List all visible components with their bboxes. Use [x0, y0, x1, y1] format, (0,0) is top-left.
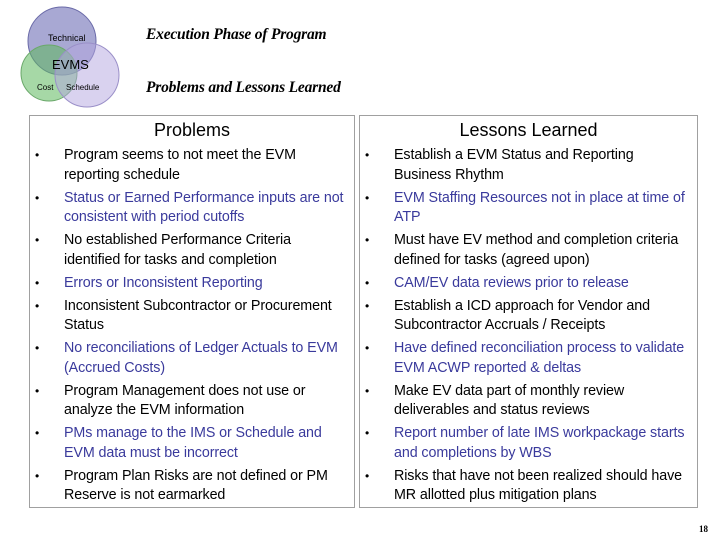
- bullet-icon: •: [365, 298, 370, 313]
- lesson-item-text: Risks that have not been realized should have MR allotted plus mitigation plans: [394, 467, 682, 503]
- lesson-item-text: Establish a ICD approach for Vendor and Subcontractor Accruals / Receipts: [394, 297, 650, 333]
- page-subtitle: Problems and Lessons Learned: [146, 79, 341, 96]
- lessons-list: [360, 146, 693, 509]
- lessons-panel: [359, 115, 698, 508]
- problem-item: [30, 339, 350, 378]
- lesson-item-text: Have defined reconciliation process to validate EVM ACWP reported & deltas: [394, 340, 685, 376]
- problems-panel: [29, 115, 355, 508]
- lesson-item-text: EVM Staffing Resources not in place at time of ATP: [394, 189, 685, 225]
- lesson-item-text: CAM/EV data reviews prior to release: [394, 274, 629, 291]
- bullet-icon: •: [365, 275, 370, 290]
- logo-evms-label: EVMS: [52, 57, 89, 72]
- problem-item: [30, 146, 350, 185]
- lesson-item-text: Must have EV method and completion criteria defined for tasks (agreed upon): [394, 232, 679, 268]
- bullet-icon: •: [35, 383, 40, 398]
- bullet-icon: •: [365, 383, 370, 398]
- problem-item-text: No reconciliations of Ledger Actuals to EVM (Accrued Costs): [64, 340, 338, 376]
- bullet-icon: •: [35, 148, 40, 162]
- bullet-icon: •: [365, 148, 370, 162]
- lesson-item: [360, 467, 693, 506]
- bullet-icon: •: [365, 190, 370, 205]
- lesson-item: [360, 424, 693, 463]
- page-number: 18: [699, 524, 708, 534]
- bullet-icon: •: [365, 341, 370, 355]
- problem-item: [30, 382, 350, 421]
- problem-item: [30, 297, 350, 336]
- bullet-icon: •: [365, 233, 370, 247]
- problems-list: [30, 146, 350, 509]
- evms-venn-logo: [0, 0, 140, 110]
- lesson-item: [360, 339, 693, 378]
- bullet-icon: •: [365, 468, 370, 483]
- lesson-item-text: Establish a EVM Status and Reporting Business Rhythm: [394, 147, 634, 183]
- problem-item: [30, 424, 350, 463]
- schedule-circle: [55, 43, 119, 107]
- bullet-icon: •: [35, 233, 40, 247]
- problem-item: [30, 231, 350, 270]
- lesson-item: [360, 297, 693, 336]
- lesson-item: [360, 146, 693, 185]
- lessons-heading: Lessons Learned: [459, 120, 598, 140]
- page-title: Execution Phase of Program: [146, 26, 327, 43]
- bullet-icon: •: [35, 341, 40, 355]
- problem-item: [30, 274, 350, 294]
- problem-item-text: No established Performance Criteria identified for tasks and completion: [64, 232, 291, 268]
- problem-item-text: Program seems to not meet the EVM reporting schedule: [64, 147, 296, 183]
- problem-item: [30, 189, 350, 228]
- problems-heading: Problems: [153, 120, 231, 140]
- logo-schedule-label: Schedule: [66, 83, 100, 92]
- lesson-item: [360, 231, 693, 270]
- problem-item-text: Inconsistent Subcontractor or Procurement Status: [64, 297, 332, 333]
- problem-item: [30, 467, 350, 506]
- bullet-icon: •: [35, 190, 40, 205]
- lesson-item: [360, 189, 693, 228]
- problem-item-text: Program Management does not use or analyze the EVM information: [64, 382, 306, 418]
- problem-item-text: PMs manage to the IMS or Schedule and EVM data must be incorrect: [64, 425, 322, 461]
- bullet-icon: •: [365, 426, 370, 440]
- problem-item-text: Status or Earned Performance inputs are not consistent with period cutoffs: [64, 189, 344, 225]
- bullet-icon: •: [35, 468, 40, 483]
- problem-item-text: Errors or Inconsistent Reporting: [64, 274, 263, 291]
- problem-item-text: Program Plan Risks are not defined or PM Reserve is not earmarked: [64, 467, 328, 503]
- bullet-icon: •: [35, 275, 40, 290]
- logo-cost-label: Cost: [37, 83, 54, 92]
- logo-technical-label: Technical: [48, 33, 86, 43]
- bullet-icon: •: [35, 298, 40, 313]
- lesson-item: [360, 274, 693, 294]
- bullet-icon: •: [35, 426, 40, 440]
- lesson-item: [360, 382, 693, 421]
- lesson-item-text: Make EV data part of monthly review deliverables and status reviews: [394, 382, 625, 418]
- lesson-item-text: Report number of late IMS workpackage starts and completions by WBS: [394, 425, 685, 461]
